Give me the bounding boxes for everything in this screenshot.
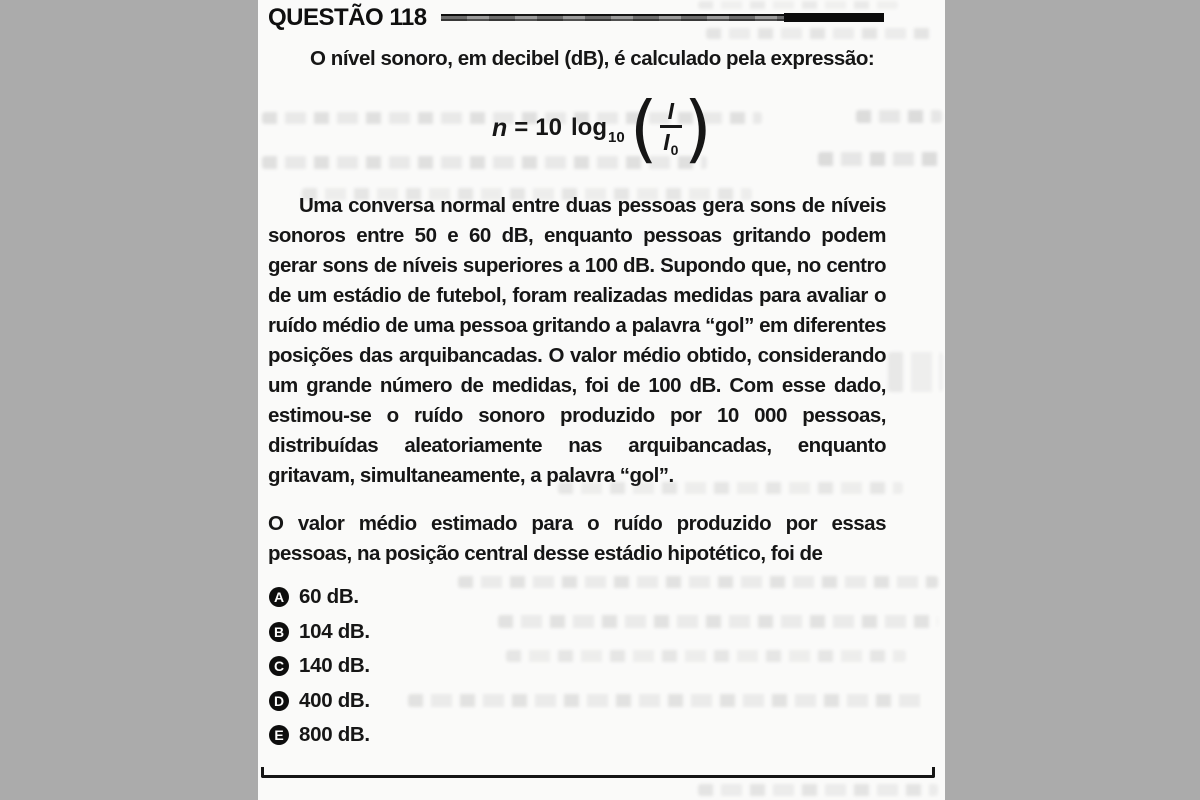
formula-open-paren: ( — [629, 85, 658, 171]
option-row-a — [269, 583, 370, 611]
formula-denominator — [663, 129, 678, 158]
option-text-a: 60 dB. — [299, 585, 359, 608]
bleed-through-smudge — [558, 482, 903, 494]
formula-fraction — [660, 99, 682, 158]
option-letter-badge-d: D — [269, 691, 289, 711]
option-row-b — [269, 618, 370, 646]
question-body-text: Uma conversa normal entre duas pessoas gera sons de níveis sonoros entre 50 e 60 dB, enquanto pessoas gritando podem gerar sons de níveis superiores a 100 dB. Supondo que, no centro de um estádio de futebol, foram realizadas medidas para avaliar o ruído médio de uma pessoa gritando a palavra “gol” em diferentes posições das arquibancadas. O valor médio obtido, considerando um grande número de medidas, foi de 100 dB. Com esse dado, estimou-se o ruído sonoro produzido por 10 000 pessoas, distribuídas aleatoriamente nas arquibancadas, enquanto gritavam, simultaneamente, a palavra “gol”. — [268, 194, 886, 487]
bleed-through-smudge — [498, 615, 938, 628]
scanned-exam-page — [258, 0, 945, 800]
option-text-d: 400 dB. — [299, 688, 370, 712]
option-row-e — [269, 721, 370, 749]
bleed-through-smudge — [698, 1, 898, 9]
option-letter-badge-c: C — [269, 656, 289, 676]
formula-denominator-base: I — [663, 128, 670, 155]
formula-denominator-subscript: 0 — [670, 141, 679, 158]
header-rule-endcap — [784, 13, 884, 22]
bleed-through-smudge — [698, 784, 938, 796]
bleed-through-smudge — [458, 576, 938, 588]
formula-equals-sign: = — [514, 114, 529, 141]
formula-fraction-bar — [660, 125, 682, 128]
bleed-through-smudge — [706, 28, 931, 39]
bleed-through-smudge — [262, 112, 762, 124]
formula-variable-n: n — [492, 113, 508, 142]
bleed-through-smudge — [302, 188, 752, 200]
bleed-through-smudge — [818, 152, 942, 166]
formula-close-paren: ) — [683, 85, 712, 171]
header-rule — [441, 13, 884, 22]
bleed-through-smudge — [506, 650, 906, 662]
options-list — [269, 583, 370, 756]
question-prompt-text: O valor médio estimado para o ruído produzido por essas pessoas, na posição central desse estádio hipotético, foi de — [268, 512, 886, 565]
bleed-through-smudge — [856, 110, 942, 123]
bottom-rule — [261, 767, 935, 778]
option-letter-badge-a: A — [269, 587, 289, 607]
bleed-through-smudge — [408, 694, 928, 707]
option-letter-badge-e: E — [269, 725, 289, 745]
formula-numerator: I — [667, 97, 674, 124]
bleed-through-smudge — [888, 352, 942, 392]
bleed-through-smudge — [262, 156, 707, 169]
intro-text: O nível sonoro, em decibel (dB), é calculado pela expressão: — [310, 47, 875, 70]
option-text-c: 140 dB. — [299, 654, 370, 677]
option-row-c — [269, 652, 370, 680]
formula-log-function: log — [571, 114, 607, 141]
option-text-e: 800 dB. — [299, 723, 370, 746]
formula-log-base: 10 — [608, 128, 625, 146]
option-letter-badge-b: B — [269, 622, 289, 642]
option-text-b: 104 dB. — [299, 619, 370, 643]
formula-coefficient: 10 — [535, 114, 562, 141]
header-rule-streak — [441, 14, 789, 21]
question-number-heading: QUESTÃO 118 — [268, 4, 427, 31]
option-row-d — [269, 687, 370, 715]
